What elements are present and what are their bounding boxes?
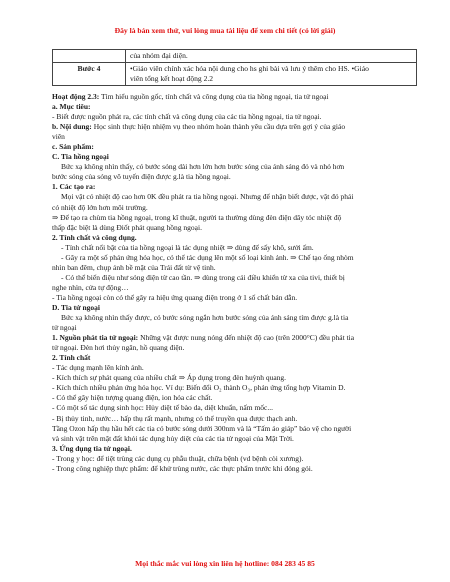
heading-text: 2. Tính chất và công dụng. xyxy=(52,232,137,242)
list-item: - Gây ra một số phản ứng hóa học, có thể tác dụng lên một số loại kính ảnh. ⇒ Chế tạo ống nhòm xyxy=(61,252,354,262)
table-cell-step: Bước 4 xyxy=(53,63,126,86)
section-heading xyxy=(52,303,420,313)
paragraph: Bức xạ không nhìn thấy được, có bước sóng ngắn hơn bước sóng của ánh sáng tím được g.là tia xyxy=(61,313,349,323)
table-cell-step xyxy=(53,50,126,63)
hotline-banner: Mọi thắc mắc vui lòng xin liên hệ hotline: 084 283 45 85 xyxy=(135,559,315,568)
preview-notice-banner: Đây là bản xem thử, vui lòng mua tài liệu để xem chi tiết (có lời giải) xyxy=(114,26,336,35)
table-cell-line: viên tổng kết hoạt động 2.2 xyxy=(130,74,214,83)
inline-text: Học sinh thực hiện nhiệm vụ theo nhóm hoàn thành yêu cầu dựa trên gợi ý của giáo xyxy=(91,122,346,132)
paragraph: - Biết được nguồn phát ra, các tính chất và công dụng của các tia hồng ngoại, tia tử ngoại. xyxy=(52,112,322,122)
list-item: - Bị thủy tinh, nước… hấp thụ rất mạnh, nhưng có thể truyền qua được thạch anh. xyxy=(52,413,298,423)
activity-text: Tìm hiểu nguồn gốc, tính chất và công dụng của tia hồng ngoại, tia tử ngoại xyxy=(99,92,329,101)
steps-table xyxy=(52,49,417,86)
activity-label: Hoạt động 2.3: xyxy=(52,92,100,101)
paragraph: và sinh vật trên mặt đất khỏi tác dụng hủy diệt của các tia tử ngoại của Mặt Trời. xyxy=(52,433,294,443)
heading-text: 1. Các tạo ra: xyxy=(52,182,96,192)
table-cell-content xyxy=(126,63,417,86)
inline-label: b. Nội dung: xyxy=(52,122,92,132)
paragraph: bước sóng của sóng vô tuyến điện được g.là tia hồng ngoại. xyxy=(52,172,231,182)
paragraph: ⇒ Để tạo ra chùm tia hồng ngoại, trong kĩ thuật, người ta thường dùng đèn điện dây tóc nhiệt độ xyxy=(52,212,342,222)
heading-text: 3. Ứng dụng tia tử ngoại. xyxy=(52,443,132,453)
document-body xyxy=(52,92,420,474)
paragraph: Mọi vật có nhiệt độ cao hơn 0K đều phát ra tia hồng ngoại. Nhưng để nhận biết được, vật đó phải xyxy=(61,192,354,202)
list-item: - Có thể biến điệu như sóng điện từ cao tần. ⇒ dùng trong cái điều khiển từ xa của tivi, thiết bị xyxy=(61,272,345,282)
paragraph: tử ngoại xyxy=(52,323,77,333)
table-row xyxy=(53,50,417,63)
list-item-continued: nghe nhìn, cửa tự động… xyxy=(52,282,129,292)
section-heading xyxy=(52,353,420,363)
section-heading xyxy=(52,444,420,454)
section-heading xyxy=(52,182,420,192)
list-item: - Tác dụng mạnh lên kính ảnh. xyxy=(52,363,144,373)
list-item: - Tia hồng ngoại còn có thể gây ra hiệu ứng quang điện trong ở 1 số chất bán dẫn. xyxy=(52,292,298,302)
heading-text: a. Mục tiêu: xyxy=(52,102,91,112)
paragraph: Bức xạ không nhìn thấy, có bước sóng dài hơn lớn hơn bước sóng của ánh sáng đỏ và nhỏ hơn xyxy=(61,162,345,172)
list-item: - Có thể gây hiện tượng quang điện, ion hóa các chất. xyxy=(52,393,213,403)
inline-text: Những vật được nung nóng đến nhiệt độ cao (trên 2000°C) đều phát tia xyxy=(138,333,355,343)
list-item: - Trong y học: để tiệt trùng các dụng cụ phẫu thuật, chữa bệnh (vd bệnh còi xương). xyxy=(52,453,304,463)
paragraph: Tầng Ozon hấp thụ hầu hết các tia có bước sóng dưới 300nm và là “Tấm áo giáp” bảo vệ cho người xyxy=(52,423,352,433)
paragraph: viên xyxy=(52,132,65,142)
table-cell-line: •Giáo viên chính xác hóa nội dung cho hs ghi bài và lưu ý thêm cho HS. •Giáo xyxy=(130,64,369,73)
table-row xyxy=(53,63,417,86)
heading-text: 2. Tính chất xyxy=(52,353,91,363)
heading-text: C. Tia hồng ngoại xyxy=(52,152,109,162)
paragraph xyxy=(52,122,420,132)
section-heading xyxy=(52,102,420,112)
list-item: - Kích thích nhiều phản ứng hóa học. Ví dụ: Biến đổi O₂ thành O₃, phản ứng tổng hợp Vitamin D. xyxy=(52,383,346,393)
paragraph: thấp đặc biệt là dùng Điốt phát quang hồng ngoại. xyxy=(52,222,202,232)
paragraph xyxy=(52,333,420,343)
paragraph: tử ngoại. Đèn hơi thủy ngân, hồ quang điện. xyxy=(52,343,185,353)
list-item-continued: nhìn ban đêm, chụp ảnh bề mặt của Trái đất từ vệ tinh. xyxy=(52,262,216,272)
table-cell-content: của nhóm đại diện. xyxy=(126,50,417,63)
section-heading xyxy=(52,142,420,152)
list-item: - Kích thích sự phát quang của nhiều chất ⇒ Áp dụng trong đèn huỳnh quang. xyxy=(52,373,287,383)
heading-text: D. Tia tử ngoại xyxy=(52,302,100,312)
paragraph: có nhiệt độ lớn hơn môi trường. xyxy=(52,202,148,212)
section-heading xyxy=(52,152,420,162)
list-item: - Tính chất nổi bật của tia hồng ngoại là tác dụng nhiệt ⇒ dùng để sấy khô, sưởi ấm. xyxy=(61,242,314,252)
list-item: - Trong công nghiệp thực phẩm: để khử trùng nước, các thực phẩm trước khi đóng gói. xyxy=(52,463,313,473)
section-heading xyxy=(52,233,420,243)
activity-heading xyxy=(52,92,420,102)
list-item: - Có một số tác dụng sinh học: Hủy diệt tế bào da, diệt khuẩn, nấm mốc... xyxy=(52,403,274,413)
heading-text: c. Sản phẩm: xyxy=(52,142,94,152)
inline-label: 1. Nguồn phát tia tử ngoại: xyxy=(52,333,139,343)
